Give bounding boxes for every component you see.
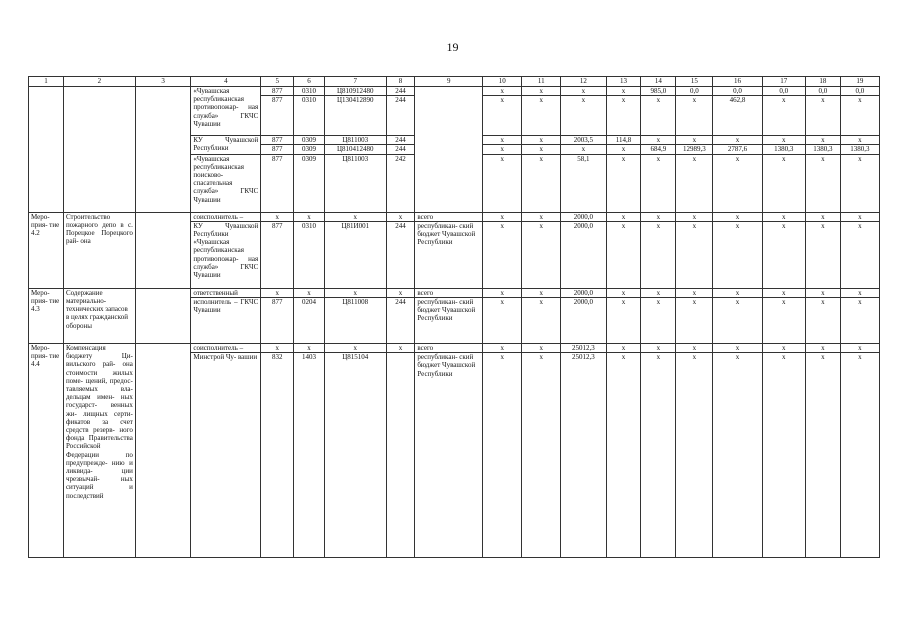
status-cell: Меро- прия- тие 4.2 <box>29 212 64 288</box>
value-cell: x <box>483 87 522 96</box>
value-cell: x <box>483 145 522 154</box>
value-cell: x <box>641 298 676 344</box>
value-cell: x <box>762 96 805 136</box>
value-cell: x <box>805 221 840 288</box>
value-cell: x <box>522 212 561 221</box>
value-cell: x <box>606 221 641 288</box>
value-cell: x <box>606 87 641 96</box>
vr-cell: x <box>386 344 415 353</box>
value-cell: x <box>561 145 606 154</box>
value-cell: x <box>676 353 713 558</box>
name-cell: Компенсация бюджету Ци- вильского рай- она стоимости жилых поме- щений, предос- тавляемых вла- дельцам имен- ных государст- венных жи- лищных серти- фикатов за счет средств резерв- ного фонда Правительства Российской Федерации по предупрежде- нию и ликвида- ции чрезвычай- ных ситуаций и последствий <box>63 344 135 558</box>
csr-cell: Ц130412890 <box>324 96 386 136</box>
executor-cell: Минстрой Чу- вашии <box>191 353 261 558</box>
vr-cell: x <box>386 212 415 221</box>
value-cell: x <box>641 353 676 558</box>
grbs-cell: x <box>261 288 294 297</box>
target-cell <box>135 212 191 288</box>
csr-cell: Ц811003 <box>324 136 386 145</box>
value-cell: x <box>641 212 676 221</box>
value-cell: x <box>805 96 840 136</box>
value-cell: x <box>762 298 805 344</box>
value-cell: x <box>522 298 561 344</box>
value-cell: x <box>522 344 561 353</box>
rzpr-cell: 0310 <box>294 221 325 288</box>
grbs-cell: 877 <box>261 87 294 96</box>
value-cell: x <box>641 221 676 288</box>
value-cell: x <box>483 96 522 136</box>
source-cell: республикан- ский бюджет Чувашской Республики <box>415 353 483 558</box>
value-cell: x <box>606 145 641 154</box>
value-cell: x <box>840 154 879 212</box>
vr-cell <box>386 353 415 558</box>
value-cell: x <box>483 221 522 288</box>
value-cell: 2000,0 <box>561 298 606 344</box>
value-cell: x <box>641 344 676 353</box>
source-cell: всего <box>415 212 483 221</box>
value-cell: 462,8 <box>713 96 762 136</box>
executor-cell: соисполнитель – <box>191 344 261 353</box>
value-cell: x <box>713 288 762 297</box>
csr-cell: Ц81И001 <box>324 221 386 288</box>
value-cell: x <box>713 136 762 145</box>
header-cell: 6 <box>294 77 325 87</box>
value-cell: x <box>483 154 522 212</box>
value-cell: x <box>676 221 713 288</box>
status-cell: Меро- прия- тие 4.4 <box>29 344 64 558</box>
value-cell: x <box>840 288 879 297</box>
value-cell: x <box>483 353 522 558</box>
grbs-cell: 877 <box>261 221 294 288</box>
vr-cell: 244 <box>386 221 415 288</box>
table-row <box>29 288 880 297</box>
value-cell: x <box>522 221 561 288</box>
value-cell: x <box>522 288 561 297</box>
header-cell: 4 <box>191 77 261 87</box>
value-cell: 684,9 <box>641 145 676 154</box>
value-cell: x <box>840 212 879 221</box>
target-cell <box>135 288 191 343</box>
value-cell: x <box>606 298 641 344</box>
vr-cell: 244 <box>386 96 415 136</box>
value-cell: x <box>522 96 561 136</box>
value-cell: x <box>641 136 676 145</box>
value-cell: 12989,3 <box>676 145 713 154</box>
value-cell: x <box>762 353 805 558</box>
value-cell: x <box>483 288 522 297</box>
executor-cell: ответственный <box>191 288 261 297</box>
header-cell: 16 <box>713 77 762 87</box>
executor-cell: исполнитель – ГКЧС Чувашии <box>191 298 261 344</box>
value-cell: x <box>713 154 762 212</box>
value-cell: 2000,0 <box>561 212 606 221</box>
name-cell: Содержание материально- технических запасов в целях гражданской обороны <box>63 288 135 343</box>
grbs-cell: 832 <box>261 353 294 558</box>
value-cell: x <box>713 212 762 221</box>
value-cell: 0,0 <box>840 87 879 96</box>
value-cell: x <box>805 154 840 212</box>
vr-cell: 244 <box>386 136 415 145</box>
value-cell: x <box>805 212 840 221</box>
value-cell: x <box>762 136 805 145</box>
value-cell: x <box>840 298 879 344</box>
rzpr-cell: 0309 <box>294 145 325 154</box>
value-cell: x <box>606 154 641 212</box>
source-cell: всего <box>415 344 483 353</box>
value-cell: x <box>676 344 713 353</box>
target-cell <box>135 87 191 213</box>
value-cell: x <box>713 298 762 344</box>
value-cell: 2787,6 <box>713 145 762 154</box>
vr-cell: 242 <box>386 154 415 212</box>
value-cell: x <box>483 136 522 145</box>
header-cell: 2 <box>63 77 135 87</box>
value-cell: x <box>676 298 713 344</box>
value-cell: x <box>840 221 879 288</box>
name-cell <box>63 87 135 213</box>
value-cell: x <box>483 298 522 344</box>
value-cell: x <box>805 288 840 297</box>
value-cell: x <box>713 344 762 353</box>
value-cell: 0,0 <box>713 87 762 96</box>
target-cell <box>135 344 191 558</box>
value-cell: x <box>762 154 805 212</box>
source-cell: всего <box>415 288 483 297</box>
csr-cell: Ц815104 <box>324 353 386 558</box>
csr-cell: Ц810912480 <box>324 87 386 96</box>
value-cell: 25012,3 <box>561 353 606 558</box>
value-cell: x <box>606 344 641 353</box>
value-cell: x <box>606 212 641 221</box>
header-cell: 18 <box>805 77 840 87</box>
grbs-cell: 877 <box>261 154 294 212</box>
table-row <box>29 212 880 221</box>
grbs-cell: x <box>261 344 294 353</box>
value-cell: x <box>483 344 522 353</box>
header-cell: 12 <box>561 77 606 87</box>
value-cell: x <box>805 353 840 558</box>
csr-cell: x <box>324 344 386 353</box>
value-cell: x <box>762 288 805 297</box>
csr-cell: x <box>324 212 386 221</box>
value-cell: x <box>606 353 641 558</box>
value-cell: x <box>676 136 713 145</box>
header-cell: 14 <box>641 77 676 87</box>
rzpr-cell: x <box>294 288 325 297</box>
value-cell: 1380,3 <box>762 145 805 154</box>
executor-cell: КУ Чувашской Республики <box>191 136 261 154</box>
value-cell: x <box>840 136 879 145</box>
vr-cell: 244 <box>386 298 415 344</box>
rzpr-cell: 0310 <box>294 96 325 136</box>
header-row <box>29 77 880 87</box>
value-cell: x <box>676 154 713 212</box>
name-cell: Строительство пожарного депо в с. Порецкое Порецкого рай- она <box>63 212 135 288</box>
executor-cell: «Чувашская республиканская поисково- спасательная служба» ГКЧС Чувашии <box>191 154 261 212</box>
rzpr-cell: 0309 <box>294 154 325 212</box>
header-cell: 11 <box>522 77 561 87</box>
csr-cell: Ц811008 <box>324 298 386 344</box>
grbs-cell: x <box>261 212 294 221</box>
value-cell: x <box>641 96 676 136</box>
vr-cell: x <box>386 288 415 297</box>
rzpr-cell: 0310 <box>294 87 325 96</box>
header-cell: 15 <box>676 77 713 87</box>
value-cell: x <box>522 136 561 145</box>
rzpr-cell: 1403 <box>294 353 325 558</box>
value-cell: x <box>561 87 606 96</box>
csr-cell: Ц811003 <box>324 154 386 212</box>
value-cell: x <box>762 212 805 221</box>
value-cell: x <box>641 288 676 297</box>
source-cell: республикан- ский бюджет Чувашской Республики <box>415 298 483 344</box>
value-cell: x <box>840 344 879 353</box>
page-number: 19 <box>446 40 459 54</box>
value-cell: x <box>522 353 561 558</box>
status-cell <box>29 87 64 213</box>
value-cell: x <box>676 96 713 136</box>
value-cell: 1380,3 <box>805 145 840 154</box>
csr-cell: Ц810412480 <box>324 145 386 154</box>
header-cell: 1 <box>29 77 64 87</box>
value-cell: x <box>606 288 641 297</box>
grbs-cell: 877 <box>261 298 294 344</box>
value-cell: 2003,5 <box>561 136 606 145</box>
header-cell: 17 <box>762 77 805 87</box>
value-cell: x <box>641 154 676 212</box>
value-cell: x <box>762 221 805 288</box>
value-cell: x <box>606 96 641 136</box>
value-cell: x <box>522 154 561 212</box>
header-cell: 9 <box>415 77 483 87</box>
value-cell: 0,0 <box>676 87 713 96</box>
source-cell: республикан- ский бюджет Чувашской Республики <box>415 221 483 288</box>
rzpr-cell: 0309 <box>294 136 325 145</box>
status-cell: Меро- прия- тие 4.3 <box>29 288 64 343</box>
value-cell: x <box>762 344 805 353</box>
header-cell: 13 <box>606 77 641 87</box>
executor-cell: КУ Чувашской Республики «Чувашская республиканская противопожар- ная служба» ГКЧС Чувашии <box>191 221 261 288</box>
header-cell: 5 <box>261 77 294 87</box>
grbs-cell: 877 <box>261 136 294 145</box>
value-cell: 0,0 <box>805 87 840 96</box>
rzpr-cell: x <box>294 212 325 221</box>
vr-cell: 244 <box>386 145 415 154</box>
header-cell: 3 <box>135 77 191 87</box>
value-cell: x <box>483 212 522 221</box>
value-cell: 1380,3 <box>840 145 879 154</box>
value-cell: x <box>713 221 762 288</box>
table-row <box>29 344 880 353</box>
grbs-cell: 877 <box>261 96 294 136</box>
value-cell: x <box>676 212 713 221</box>
value-cell: x <box>561 96 606 136</box>
value-cell: x <box>713 353 762 558</box>
value-cell: x <box>522 87 561 96</box>
executor-cell: соисполнитель – <box>191 212 261 221</box>
value-cell: x <box>840 96 879 136</box>
csr-cell: x <box>324 288 386 297</box>
value-cell: 0,0 <box>762 87 805 96</box>
value-cell: 58,1 <box>561 154 606 212</box>
value-cell: 2000,0 <box>561 221 606 288</box>
value-cell: x <box>805 136 840 145</box>
value-cell: x <box>805 344 840 353</box>
header-cell: 10 <box>483 77 522 87</box>
value-cell: x <box>522 145 561 154</box>
value-cell: 2000,0 <box>561 288 606 297</box>
header-cell: 19 <box>840 77 879 87</box>
rzpr-cell: x <box>294 344 325 353</box>
rzpr-cell: 0204 <box>294 298 325 344</box>
header-cell: 8 <box>386 77 415 87</box>
vr-cell: 244 <box>386 87 415 96</box>
value-cell: x <box>840 353 879 558</box>
header-cell: 7 <box>324 77 386 87</box>
value-cell: x <box>676 288 713 297</box>
executor-cell: «Чувашская республиканская противопожар- ная служба» ГКЧС Чувашии <box>191 87 261 136</box>
value-cell: 25012,3 <box>561 344 606 353</box>
value-cell: x <box>805 298 840 344</box>
budget-table <box>28 76 880 558</box>
source-cell <box>415 87 483 213</box>
grbs-cell: 877 <box>261 145 294 154</box>
table-row <box>29 87 880 96</box>
value-cell: 114,8 <box>606 136 641 145</box>
value-cell: 985,0 <box>641 87 676 96</box>
